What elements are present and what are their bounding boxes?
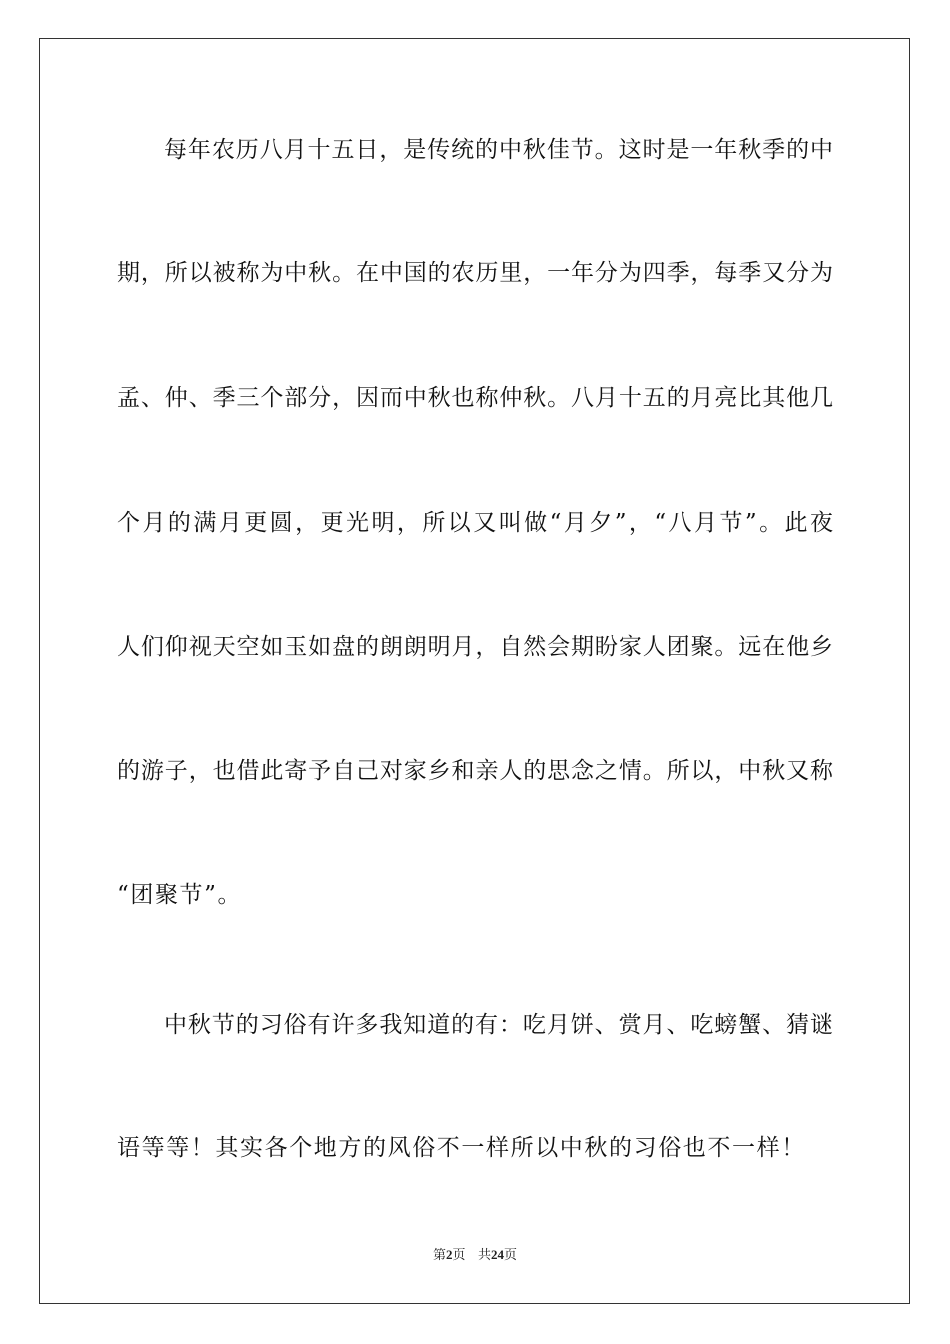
paragraph-1-line-7: “团聚节”。: [117, 882, 243, 908]
footer-prefix: 第: [433, 1248, 447, 1263]
page-footer: [0, 1246, 950, 1265]
paragraph-2-line-2: 语等等！其实各个地方的风俗不一样所以中秋的习俗也不一样！: [117, 1135, 806, 1161]
page-border: [39, 38, 910, 1304]
paragraph-2-line-1: 中秋节的习俗有许多我知道的有：吃月饼、赏月、吃螃蟹、猜谜: [164, 1012, 833, 1038]
total-pages-number: 24: [490, 1247, 504, 1262]
paragraph-1-line-6: 的游子，也借此寄予自己对家乡和亲人的思念之情。所以，中秋又称: [117, 758, 833, 784]
paragraph-1-line-1: 每年农历八月十五日，是传统的中秋佳节。这时是一年秋季的中: [164, 137, 833, 163]
footer-total-unit: 页: [503, 1248, 517, 1263]
paragraph-1-line-4: 个月的满月更圆，更光明，所以又叫做“月夕”，“八月节”。此夜: [117, 510, 833, 536]
paragraph-1-line-3: 孟、仲、季三个部分，因而中秋也称仲秋。八月十五的月亮比其他几: [117, 385, 833, 411]
paragraph-1-line-5: 人们仰视天空如玉如盘的朗朗明月，自然会期盼家人团聚。远在他乡: [117, 634, 833, 660]
paragraph-1-line-2: 期，所以被称为中秋。在中国的农历里，一年分为四季，每季又分为: [117, 260, 833, 286]
current-page-number: 2: [446, 1247, 453, 1262]
footer-page-unit: 页: [452, 1248, 466, 1263]
footer-total-prefix: 共: [477, 1248, 491, 1263]
